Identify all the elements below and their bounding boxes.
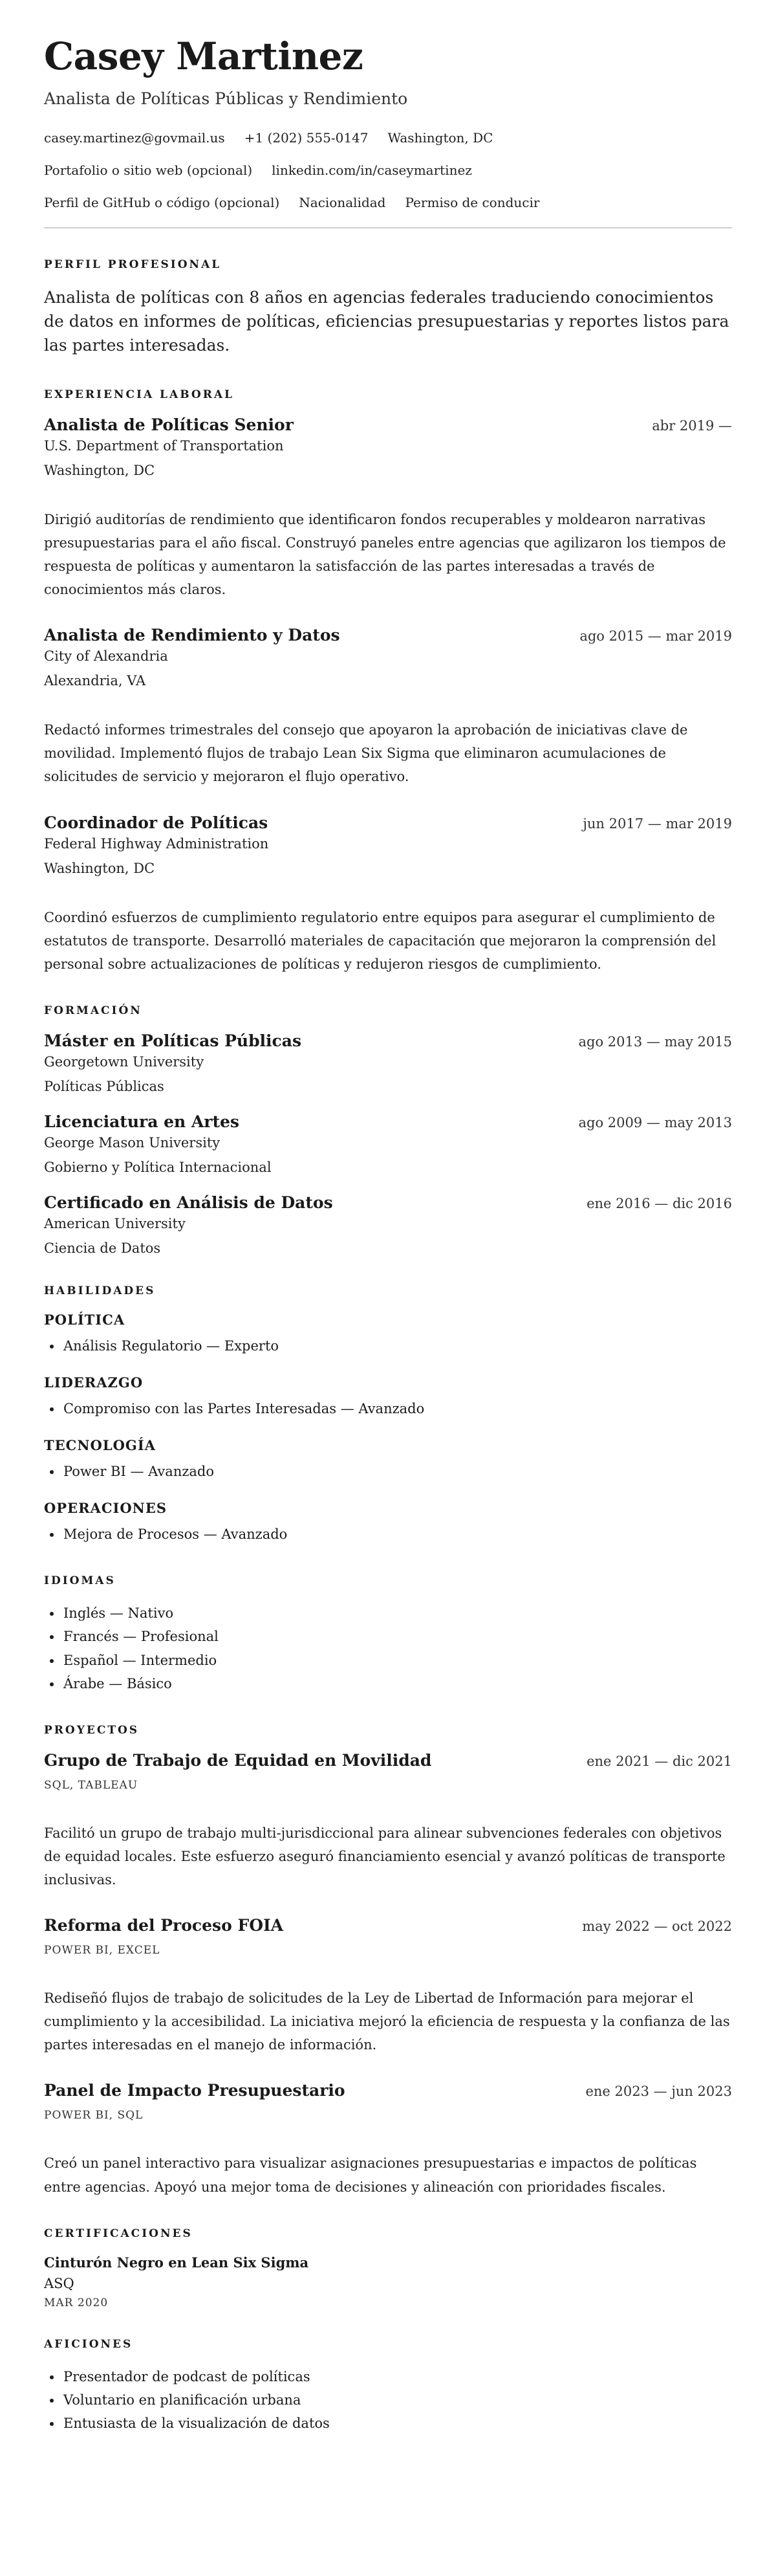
project-entry [44, 1916, 732, 2056]
hobbies-section [44, 2338, 732, 2435]
hobbies-section-title: AFICIONES [44, 2337, 133, 2351]
skill-category: LIDERAZGO [44, 1374, 144, 1391]
contact-location: Washington, DC [387, 129, 493, 146]
skill-item: • Análisis Regulatorio — Experto [62, 1334, 732, 1358]
language-item: • Español — Intermedio [62, 1649, 732, 1672]
contact-driving-license: Permiso de conducir [405, 194, 540, 210]
skill-list [44, 1397, 732, 1420]
school-name: Georgetown University [44, 1053, 204, 1070]
languages-section [44, 1574, 732, 1695]
job-location: Washington, DC [44, 462, 155, 478]
project-tech: POWER BI, EXCEL [44, 1944, 160, 1957]
candidate-name: Casey Martinez [44, 34, 363, 78]
job-location: Washington, DC [44, 860, 155, 876]
degree-field: Ciencia de Datos [44, 1240, 161, 1256]
certification-name: Cinturón Negro en Lean Six Sigma [44, 2254, 309, 2271]
education-section [44, 1004, 732, 1256]
degree-dates: ago 2009 — may 2013 [578, 1114, 732, 1130]
certification-date: MAR 2020 [44, 2296, 109, 2309]
hobby-item: • Presentador de podcast de políticas [62, 2365, 732, 2388]
job-title: Coordinador de Políticas [44, 813, 268, 832]
skill-item: • Power BI — Avanzado [62, 1460, 732, 1483]
experience-section-title: EXPERIENCIA LABORAL [44, 388, 234, 401]
project-entry [44, 1751, 732, 1891]
project-description: Creó un panel interactivo para visualizar asignaciones presupuestarias e impactos de políticas entre agencias. Apoyó una mejor toma de decisiones y alineación con prioridades fiscales. [44, 2155, 697, 2195]
profile-summary: Analista de políticas con 8 años en agencias federales traduciendo conocimientos de datos en informes de políticas, eficiencias presupuestarias y reportes listos para las partes interesadas. [44, 287, 729, 355]
project-name: Reforma del Proceso FOIA [44, 1916, 284, 1935]
contact-linkedin[interactable]: linkedin.com/in/caseymartinez [272, 162, 472, 178]
contact-row-1 [44, 130, 732, 146]
education-section-title: FORMACIÓN [44, 1004, 142, 1017]
education-entry [44, 1193, 732, 1256]
experience-entry [44, 415, 732, 601]
hobby-item: • Entusiasta de la visualización de datos [62, 2412, 732, 2435]
contact-email[interactable]: casey.martinez@govmail.us [44, 129, 225, 146]
job-dates: jun 2017 — mar 2019 [583, 815, 732, 831]
experience-section [44, 388, 732, 976]
education-entry [44, 1031, 732, 1094]
job-description: Coordinó esfuerzos de cumplimiento regulatorio entre equipos para asegurar el cumplimiento de estatutos de transporte. Desarrolló materiales de capacitación que mejoraron la comprensión del personal sobre actualizaciones de políticas y redujeron riesgos de cumplimiento. [44, 909, 717, 972]
education-entry [44, 1112, 732, 1175]
degree-field: Gobierno y Política Internacional [44, 1159, 272, 1175]
experience-entry [44, 813, 732, 976]
project-name: Panel de Impacto Presupuestario [44, 2081, 345, 2100]
degree-title: Máster en Políticas Públicas [44, 1031, 302, 1050]
header-divider [44, 227, 732, 228]
skill-category: POLÍTICA [44, 1311, 125, 1328]
job-dates: abr 2019 — [652, 417, 732, 434]
contact-row-3 [44, 195, 732, 210]
job-organization: U.S. Department of Transportation [44, 437, 284, 454]
job-description: Redactó informes trimestrales del consejo que apoyaron la aprobación de iniciativas clave de movilidad. Implementó flujos de trabajo Lean Six Sigma que eliminaron acumulaciones de solicitudes de servicio y mejoraron el flujo operativo. [44, 722, 688, 785]
certifications-section [44, 2227, 732, 2309]
degree-dates: ago 2013 — may 2015 [578, 1033, 732, 1050]
degree-title: Licenciatura en Artes [44, 1112, 239, 1131]
job-location: Alexandria, VA [44, 673, 146, 689]
job-organization: City of Alexandria [44, 648, 168, 665]
profile-section-title: PERFIL PROFESIONAL [44, 258, 222, 271]
language-item: • Árabe — Básico [62, 1672, 732, 1695]
skill-list [44, 1523, 732, 1546]
skill-list [44, 1334, 732, 1358]
languages-section-title: IDIOMAS [44, 1574, 116, 1588]
language-item: • Francés — Profesional [62, 1625, 732, 1648]
skills-section [44, 1284, 732, 1546]
project-entry [44, 2081, 732, 2198]
job-dates: ago 2015 — mar 2019 [579, 628, 732, 644]
degree-field: Políticas Públicas [44, 1078, 164, 1094]
job-title: Analista de Políticas Senior [44, 415, 294, 434]
contact-nationality: Nacionalidad [299, 194, 386, 210]
job-organization: Federal Highway Administration [44, 835, 269, 852]
hobby-list [44, 2365, 732, 2435]
project-description: Facilitó un grupo de trabajo multi-jurisdiccional para alinear subvenciones federales con objetivos de equidad locales. Este esfuerzo aseguró financiamiento esencial y avanzó políticas de transporte inclusivas. [44, 1825, 726, 1888]
language-list [44, 1602, 732, 1695]
hobby-item: • Voluntario en planificación urbana [62, 2388, 732, 2412]
degree-title: Certificado en Análisis de Datos [44, 1193, 333, 1212]
project-dates: may 2022 — oct 2022 [582, 1919, 732, 1935]
projects-section [44, 1724, 732, 2199]
skills-section-title: HABILIDADES [44, 1284, 156, 1297]
candidate-headline: Analista de Políticas Públicas y Rendimiento [44, 89, 408, 108]
school-name: George Mason University [44, 1134, 221, 1150]
skill-category: OPERACIONES [44, 1500, 167, 1517]
project-dates: ene 2021 — dic 2021 [587, 1753, 732, 1769]
skill-item: • Mejora de Procesos — Avanzado [62, 1523, 732, 1546]
project-tech: POWER BI, SQL [44, 2109, 144, 2122]
job-title: Analista de Rendimiento y Datos [44, 626, 340, 645]
skill-list [44, 1460, 732, 1483]
project-dates: ene 2023 — jun 2023 [585, 2084, 732, 2100]
skill-category: TECNOLOGÍA [44, 1437, 156, 1454]
experience-entry [44, 626, 732, 788]
degree-dates: ene 2016 — dic 2016 [587, 1195, 732, 1211]
project-name: Grupo de Trabajo de Equidad en Movilidad [44, 1750, 432, 1770]
project-description: Rediseñó flujos de trabajo de solicitudes de la Ley de Libertad de Información para mejorar el cumplimiento y la accesibilidad. La iniciativa mejoró la eficiencia de respuesta y la confianza de las partes interesadas en el manejo de información. [44, 1990, 730, 2053]
certifications-section-title: CERTIFICACIONES [44, 2227, 193, 2240]
job-description: Dirigió auditorías de rendimiento que identificaron fondos recuperables y moldearon narrativas presupuestarias para el año fiscal. Construyó paneles entre agencias que agilizaron los tiempos de respuesta de políticas y aumentaron la satisfacción de las partes interesadas a través de conocimientos más claros. [44, 511, 726, 598]
contact-phone[interactable]: +1 (202) 555-0147 [244, 129, 369, 146]
contact-row-2 [44, 162, 732, 178]
contact-github[interactable]: Perfil de GitHub o código (opcional) [44, 194, 280, 210]
skill-item: • Compromiso con las Partes Interesadas — Avanzado [62, 1397, 732, 1420]
school-name: American University [44, 1215, 186, 1231]
projects-section-title: PROYECTOS [44, 1723, 140, 1737]
project-tech: SQL, TABLEAU [44, 1778, 138, 1792]
language-item: • Inglés — Nativo [62, 1602, 732, 1625]
contact-portfolio[interactable]: Portafolio o sitio web (opcional) [44, 162, 253, 178]
certification-issuer: ASQ [44, 2275, 74, 2291]
